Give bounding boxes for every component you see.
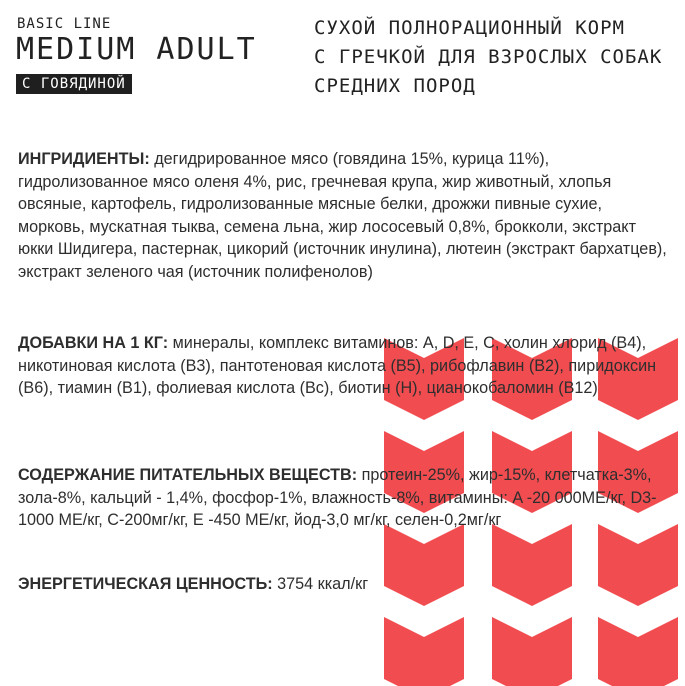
additives-section — [18, 332, 673, 400]
ingredients-text: дегидрированное мясо (говядина 15%, курица 11%), гидролизованное мясо оленя 4%, рис, гречневая крупа, жир животный, хлопья овсяные, картофель, гидролизованные мясные белки, дрожжи пивные сухие, морковь, мускатная тыква, семена льна, жир лососевый 0,8%, брокколи, экстракт юкки Шидигера, пастернак, цикорий (источник инулина), лютеин (экстракт бархатцев), экстракт зеленого чая (источник полифенолов) — [18, 150, 667, 281]
chevron-shape — [598, 617, 678, 686]
ingredients-label: ИНГРИДИЕНТЫ: — [18, 150, 150, 168]
nutrients-section — [18, 464, 673, 532]
energy-section — [18, 573, 673, 596]
brand-line: BASIC LINE — [17, 16, 112, 32]
ingredients-section — [18, 148, 673, 283]
additives-label: ДОБАВКИ НА 1 КГ: — [18, 334, 169, 352]
chevron-shape — [384, 617, 464, 686]
chevron-shape — [492, 617, 572, 686]
variant-badge: С ГОВЯДИНОЙ — [16, 74, 132, 94]
headline-line: С ГРЕЧКОЙ ДЛЯ ВЗРОСЛЫХ СОБАК — [314, 46, 663, 68]
headline-line: СУХОЙ ПОЛНОРАЦИОННЫЙ КОРМ — [314, 17, 625, 39]
product-name: MEDIUM ADULT — [16, 32, 257, 67]
product-headline — [314, 14, 679, 101]
energy-label: ЭНЕРГЕТИЧЕСКАЯ ЦЕННОСТЬ: — [18, 575, 273, 593]
headline-line: СРЕДНИХ ПОРОД — [314, 75, 476, 97]
energy-text: 3754 ккал/кг — [277, 575, 369, 593]
additives-text: минералы, комплекс витаминов: A, D, E, C, холин хлорид (B4), никотиновая кислота (B3), пантотеновая кислота (B5), рибофлавин (B2), пиридоксин (B6), тиамин (B1), фолиевая кислота (Bc), биотин (H), цианокобаломин (B12) — [18, 334, 657, 397]
nutrients-text: протеин-25%, жир-15%, клетчатка-3%, зола-8%, кальций - 1,4%, фосфор-1%, влажность-8%, витамины: A -20 000МЕ/кг, D3-1000 МЕ/кг, C-200мг/кг, E -450 МЕ/кг, йод-3,0 мг/кг, селен-0,2мг/кг — [18, 466, 657, 529]
nutrients-label: СОДЕРЖАНИЕ ПИТАТЕЛЬНЫХ ВЕЩЕСТВ: — [18, 466, 358, 484]
